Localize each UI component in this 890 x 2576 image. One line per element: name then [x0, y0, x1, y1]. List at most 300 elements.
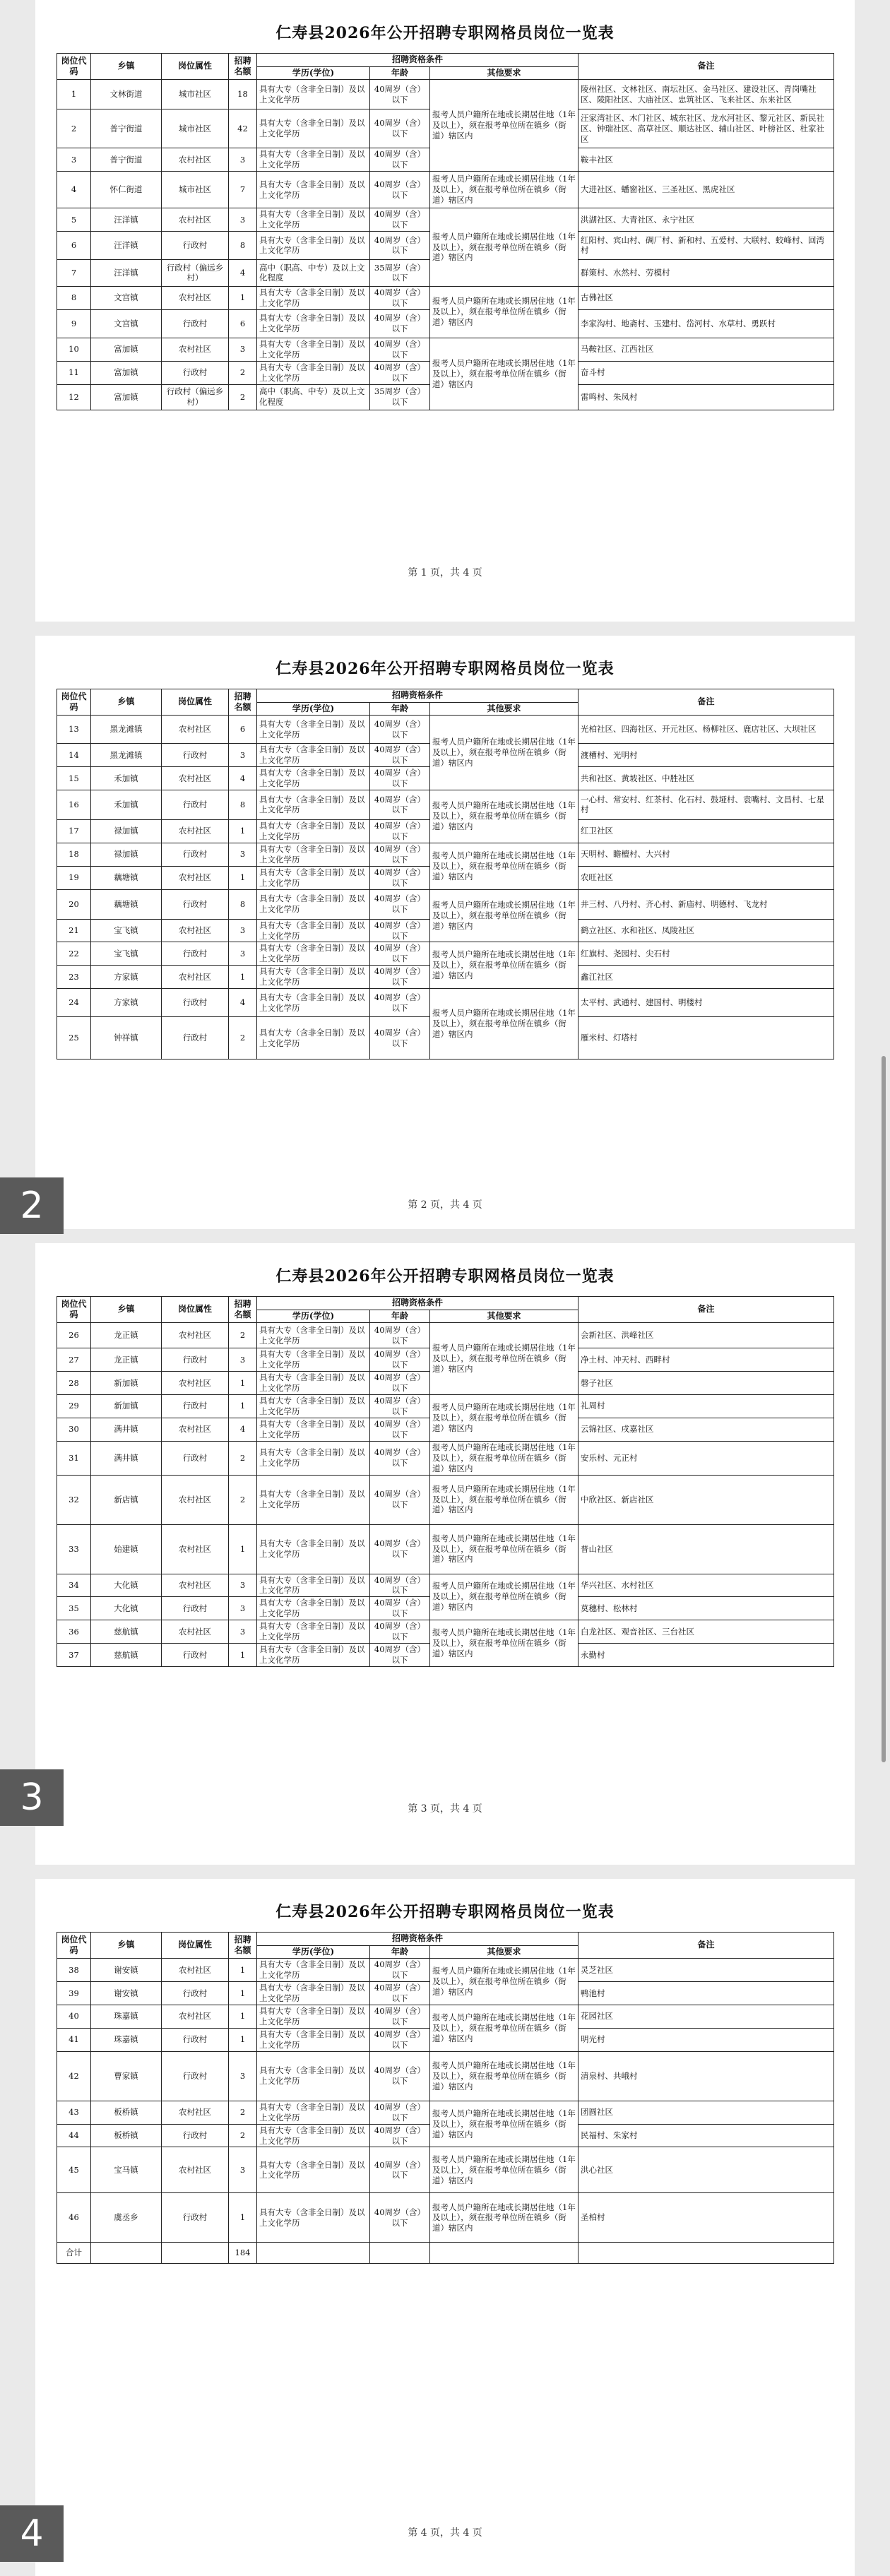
header-other: 其他要求: [430, 1310, 578, 1323]
cell-code: 16: [57, 790, 91, 819]
cell-edu: 具有大专（含非全日制）及以上文化学历: [257, 889, 370, 919]
cell-remark: 永勤村: [578, 1644, 834, 1667]
cell-town: 满井镇: [91, 1441, 162, 1475]
cell-code: 25: [57, 1017, 91, 1060]
cell-attr: 农村社区: [162, 716, 229, 744]
header-other: 其他要求: [430, 1945, 578, 1959]
cell-count: 4: [229, 989, 257, 1017]
cell-age: 40周岁（含）以下: [370, 1644, 430, 1667]
cell-edu: 高中（职高、中专）及以上文化程度: [257, 384, 370, 410]
cell-remark: 安乐村、元正村: [578, 1441, 834, 1475]
cell-other-requirement: 报考人员户籍所在地或长期居住地（1年及以上），须在报考单位所在镇乡（街道）辖区内: [430, 1524, 578, 1574]
cell-remark: 洪湖社区、大青社区、永宁社区: [578, 208, 834, 232]
cell-code: 4: [57, 172, 91, 208]
cell-age: 40周岁（含）以下: [370, 1982, 430, 2005]
cell-other-requirement: 报考人员户籍所在地或长期居住地（1年及以上），须在报考单位所在镇乡（街道）辖区内: [430, 2147, 578, 2193]
cell-other-requirement: 报考人员户籍所在地或长期居住地（1年及以上），须在报考单位所在镇乡（街道）辖区内: [430, 1475, 578, 1524]
cell-count: 4: [229, 259, 257, 286]
table-row: [57, 1524, 834, 1574]
cell-remark: 古佛社区: [578, 286, 834, 309]
cell-remark: 灵芝社区: [578, 1959, 834, 1982]
cell-attr: 农村社区: [162, 2101, 229, 2124]
cell-code: 35: [57, 1597, 91, 1620]
cell-remark: 普山社区: [578, 1524, 834, 1574]
cell-attr: 行政村: [162, 1441, 229, 1475]
cell-other-requirement: 报考人员户籍所在地或长期居住地（1年及以上），须在报考单位所在镇乡（街道）辖区内: [430, 2051, 578, 2101]
cell-code: 14: [57, 744, 91, 767]
cell-age: 40周岁（含）以下: [370, 1418, 430, 1441]
cell-other-requirement: 报考人员户籍所在地或长期居住地（1年及以上），须在报考单位所在镇乡（街道）辖区内: [430, 989, 578, 1060]
cell-count: 2: [229, 361, 257, 384]
cell-remark: 礼周村: [578, 1394, 834, 1418]
cell-age: 40周岁（含）以下: [370, 716, 430, 744]
cell-attr: 农村社区: [162, 148, 229, 172]
table-row: [57, 1959, 834, 1982]
header-age: 年龄: [370, 1310, 430, 1323]
header-code: 岗位代码: [57, 689, 91, 716]
cell-age: 40周岁（含）以下: [370, 172, 430, 208]
cell-edu: 具有大专（含非全日制）及以上文化学历: [257, 172, 370, 208]
cell-remark: 鞍丰社区: [578, 148, 834, 172]
cell-town: 曹家镇: [91, 2051, 162, 2101]
cell-age: 40周岁（含）以下: [370, 286, 430, 309]
cell-town: 龙正镇: [91, 1348, 162, 1372]
cell-remark: 大进社区、蟠窗社区、三圣社区、黑虎社区: [578, 172, 834, 208]
cell-count: 7: [229, 172, 257, 208]
cell-edu: 具有大专（含非全日制）及以上文化学历: [257, 2051, 370, 2101]
cell-town: 黑龙滩镇: [91, 744, 162, 767]
cell-edu: 具有大专（含非全日制）及以上文化学历: [257, 1982, 370, 2005]
cell-age: 40周岁（含）以下: [370, 208, 430, 232]
cell-code: 5: [57, 208, 91, 232]
cell-code: 24: [57, 989, 91, 1017]
cell-town: 怀仁街道: [91, 172, 162, 208]
cell-code: 45: [57, 2147, 91, 2193]
cell-count: 2: [229, 384, 257, 410]
cell-edu: 具有大专（含非全日制）及以上文化学历: [257, 1620, 370, 1644]
cell-town: 文林街道: [91, 80, 162, 109]
cell-count: 2: [229, 1017, 257, 1060]
cell-attr: 行政村: [162, 1597, 229, 1620]
header-attr: 岗位属性: [162, 689, 229, 716]
header-remark: 备注: [578, 54, 834, 80]
cell-town: 宝飞镇: [91, 919, 162, 942]
cell-town: 新加镇: [91, 1372, 162, 1395]
table-row: [57, 1323, 834, 1348]
table-row: [57, 1441, 834, 1475]
table-row: [57, 2101, 834, 2124]
cell-other-requirement: 报考人员户籍所在地或长期居住地（1年及以上），须在报考单位所在镇乡（街道）辖区内: [430, 1574, 578, 1620]
cell-code: 23: [57, 966, 91, 989]
cell-edu: 具有大专（含非全日制）及以上文化学历: [257, 942, 370, 966]
cell-town: 龙正镇: [91, 1323, 162, 1348]
cell-code: 46: [57, 2193, 91, 2243]
positions-table: [57, 1296, 834, 1667]
cell-remark: 一心村、常安村、红茶村、化石村、鼓垭村、袁嘴村、文昌村、七星村: [578, 790, 834, 819]
cell-remark: 光柏社区、四海社区、开元社区、杨柳社区、鹿店社区、大坝社区: [578, 716, 834, 744]
cell-edu: 具有大专（含非全日制）及以上文化学历: [257, 109, 370, 148]
cell-remark: 渡槽村、光明村: [578, 744, 834, 767]
cell-town: 汪洋镇: [91, 208, 162, 232]
cell-count: 3: [229, 1348, 257, 1372]
cell-code: 1: [57, 80, 91, 109]
table-row: [57, 1620, 834, 1644]
header-conditions: 招聘资格条件: [257, 54, 578, 67]
cell-count: 3: [229, 338, 257, 361]
cell-attr: 农村社区: [162, 1418, 229, 1441]
cell-town: 谢安镇: [91, 1959, 162, 1982]
cell-attr: 农村社区: [162, 1323, 229, 1348]
table-row: [57, 1475, 834, 1524]
cell-town: 富加镇: [91, 361, 162, 384]
page-footer: 第 3 页，共 4 页: [408, 1803, 482, 1815]
cell-other-requirement: 报考人员户籍所在地或长期居住地（1年及以上），须在报考单位所在镇乡（街道）辖区内: [430, 1323, 578, 1395]
cell-edu: 具有大专（含非全日制）及以上文化学历: [257, 286, 370, 309]
cell-remark: 圣柏村: [578, 2193, 834, 2243]
cell-count: 1: [229, 286, 257, 309]
cell-count: 3: [229, 1620, 257, 1644]
cell-town: 普宁街道: [91, 109, 162, 148]
total-value: 184: [229, 2243, 257, 2264]
cell-other-requirement: 报考人员户籍所在地或长期居住地（1年及以上），须在报考单位所在镇乡（街道）辖区内: [430, 2193, 578, 2243]
cell-count: 1: [229, 1394, 257, 1418]
cell-count: 2: [229, 1323, 257, 1348]
cell-town: 禄加镇: [91, 843, 162, 866]
cell-town: 新店镇: [91, 1475, 162, 1524]
cell-edu: 具有大专（含非全日制）及以上文化学历: [257, 1441, 370, 1475]
cell-age: 40周岁（含）以下: [370, 1017, 430, 1060]
cell-remark: 红旗村、尧园村、尖石村: [578, 942, 834, 966]
cell-remark: 红阳村、宾山村、碉厂村、新和村、五爱村、大联村、蛟峰村、回湾村: [578, 231, 834, 259]
cell-remark: 汪家湾社区、木门社区、城东社区、龙水河社区、黎元社区、新民社区、钟瑞社区、高草社区、顺达社区、辅山社区、叶榜社区、杜家社区: [578, 109, 834, 148]
cell-town: 富加镇: [91, 384, 162, 410]
cell-count: 3: [229, 208, 257, 232]
header-conditions: 招聘资格条件: [257, 1933, 578, 1946]
cell-remark: 莫穗村、松林村: [578, 1597, 834, 1620]
cell-code: 9: [57, 309, 91, 338]
header-conditions: 招聘资格条件: [257, 689, 578, 703]
header-edu: 学历(学位): [257, 702, 370, 716]
table-row: [57, 843, 834, 866]
cell-edu: 具有大专（含非全日制）及以上文化学历: [257, 1348, 370, 1372]
cell-age: 40周岁（含）以下: [370, 919, 430, 942]
header-attr: 岗位属性: [162, 1933, 229, 1959]
cell-age: 40周岁（含）以下: [370, 2051, 430, 2101]
cell-count: 1: [229, 966, 257, 989]
cell-remark: 李家沟村、地斋村、玉建村、岱河村、水草村、勇跃村: [578, 309, 834, 338]
cell-town: 钟祥镇: [91, 1017, 162, 1060]
total-label: 合计: [57, 2243, 91, 2264]
cell-count: 3: [229, 942, 257, 966]
cell-town: 慈航镇: [91, 1644, 162, 1667]
positions-table: [57, 53, 834, 410]
cell-age: 40周岁（含）以下: [370, 231, 430, 259]
cell-count: 42: [229, 109, 257, 148]
cell-count: 4: [229, 1418, 257, 1441]
cell-town: 禾加镇: [91, 767, 162, 790]
header-other: 其他要求: [430, 66, 578, 80]
cell-count: 3: [229, 1574, 257, 1597]
cell-count: 8: [229, 889, 257, 919]
cell-attr: 农村社区: [162, 1524, 229, 1574]
cell-remark: 天明村、瞻檀村、大兴村: [578, 843, 834, 866]
cell-count: 4: [229, 767, 257, 790]
cell-town: 禄加镇: [91, 819, 162, 843]
cell-code: 28: [57, 1372, 91, 1395]
header-other: 其他要求: [430, 702, 578, 716]
cell-attr: 行政村: [162, 2028, 229, 2051]
cell-attr: 行政村: [162, 231, 229, 259]
cell-edu: 具有大专（含非全日制）及以上文化学历: [257, 1475, 370, 1524]
cell-code: 26: [57, 1323, 91, 1348]
scrollbar-thumb[interactable]: [882, 1056, 886, 1762]
cell-remark: 净土村、冲天村、西畔村: [578, 1348, 834, 1372]
cell-remark: 磐子社区: [578, 1372, 834, 1395]
cell-town: 宝马镇: [91, 2147, 162, 2193]
cell-edu: 具有大专（含非全日制）及以上文化学历: [257, 2124, 370, 2147]
cell-count: 3: [229, 843, 257, 866]
cell-other-requirement: 报考人员户籍所在地或长期居住地（1年及以上），须在报考单位所在镇乡（街道）辖区内: [430, 338, 578, 410]
cell-attr: 行政村: [162, 2051, 229, 2101]
header-town: 乡镇: [91, 1297, 162, 1323]
total-row: [57, 2243, 834, 2264]
cell-attr: 行政村（偏远乡村）: [162, 259, 229, 286]
cell-attr: 行政村: [162, 790, 229, 819]
cell-count: 3: [229, 2147, 257, 2193]
cell-remark: 会新社区、洪峰社区: [578, 1323, 834, 1348]
cell-remark: 明光村: [578, 2028, 834, 2051]
cell-code: 21: [57, 919, 91, 942]
cell-code: 17: [57, 819, 91, 843]
cell-town: 慈航镇: [91, 1620, 162, 1644]
cell-remark: 团圆社区: [578, 2101, 834, 2124]
cell-attr: 城市社区: [162, 172, 229, 208]
cell-age: 40周岁（含）以下: [370, 2005, 430, 2028]
cell-age: 40周岁（含）以下: [370, 744, 430, 767]
cell-age: 40周岁（含）以下: [370, 889, 430, 919]
cell-attr: 行政村: [162, 1644, 229, 1667]
cell-code: 2: [57, 109, 91, 148]
cell-attr: 农村社区: [162, 2147, 229, 2193]
cell-count: 6: [229, 716, 257, 744]
cell-age: 40周岁（含）以下: [370, 1348, 430, 1372]
cell-attr: 行政村: [162, 1348, 229, 1372]
cell-other-requirement: 报考人员户籍所在地或长期居住地（1年及以上），须在报考单位所在镇乡（街道）辖区内: [430, 716, 578, 790]
header-town: 乡镇: [91, 1933, 162, 1959]
cell-age: 40周岁（含）以下: [370, 1394, 430, 1418]
table-row: [57, 989, 834, 1017]
table-row: [57, 889, 834, 919]
cell-edu: 具有大专（含非全日制）及以上文化学历: [257, 1574, 370, 1597]
cell-attr: 行政村: [162, 989, 229, 1017]
cell-edu: 具有大专（含非全日制）及以上文化学历: [257, 1959, 370, 1982]
header-remark: 备注: [578, 689, 834, 716]
cell-remark: 鸭池村: [578, 1982, 834, 2005]
cell-town: 文宫镇: [91, 286, 162, 309]
cell-age: 40周岁（含）以下: [370, 2124, 430, 2147]
cell-code: 13: [57, 716, 91, 744]
cell-remark: 共和社区、黄坡社区、中胜社区: [578, 767, 834, 790]
cell-count: 1: [229, 819, 257, 843]
cell-code: 18: [57, 843, 91, 866]
cell-age: 40周岁（含）以下: [370, 1475, 430, 1524]
cell-remark: 奋斗村: [578, 361, 834, 384]
cell-edu: 具有大专（含非全日制）及以上文化学历: [257, 1524, 370, 1574]
header-remark: 备注: [578, 1297, 834, 1323]
cell-remark: 井三村、八丹村、齐心村、新庙村、明德村、飞龙村: [578, 889, 834, 919]
cell-remark: 雷鸣村、朱凤村: [578, 384, 834, 410]
cell-edu: 具有大专（含非全日制）及以上文化学历: [257, 1394, 370, 1418]
table-row: [57, 1574, 834, 1597]
cell-remark: 雁米村、灯塔村: [578, 1017, 834, 1060]
cell-attr: 行政村: [162, 744, 229, 767]
cell-town: 大化镇: [91, 1597, 162, 1620]
cell-remark: 华兴社区、水村社区: [578, 1574, 834, 1597]
cell-edu: 高中（职高、中专）及以上文化程度: [257, 259, 370, 286]
cell-code: 3: [57, 148, 91, 172]
header-edu: 学历(学位): [257, 66, 370, 80]
cell-attr: 行政村（偏远乡村）: [162, 384, 229, 410]
cell-code: 29: [57, 1394, 91, 1418]
cell-edu: 具有大专（含非全日制）及以上文化学历: [257, 1597, 370, 1620]
cell-age: 35周岁（含）以下: [370, 384, 430, 410]
cell-other-requirement: 报考人员户籍所在地或长期居住地（1年及以上），须在报考单位所在镇乡（街道）辖区内: [430, 790, 578, 843]
cell-edu: 具有大专（含非全日制）及以上文化学历: [257, 1323, 370, 1348]
table-row: [57, 338, 834, 361]
cell-edu: 具有大专（含非全日制）及以上文化学历: [257, 1644, 370, 1667]
table-row: [57, 2051, 834, 2101]
table-row: [57, 208, 834, 232]
cell-code: 6: [57, 231, 91, 259]
cell-code: 27: [57, 1348, 91, 1372]
cell-town: 方家镇: [91, 989, 162, 1017]
cell-edu: 具有大专（含非全日制）及以上文化学历: [257, 2101, 370, 2124]
cell-attr: 农村社区: [162, 819, 229, 843]
cell-age: 40周岁（含）以下: [370, 790, 430, 819]
header-code: 岗位代码: [57, 1297, 91, 1323]
page-number-badge: 3: [0, 1769, 64, 1826]
cell-age: 40周岁（含）以下: [370, 966, 430, 989]
cell-age: 40周岁（含）以下: [370, 1524, 430, 1574]
cell-attr: 行政村: [162, 361, 229, 384]
cell-code: 34: [57, 1574, 91, 1597]
cell-attr: 农村社区: [162, 2005, 229, 2028]
cell-age: 40周岁（含）以下: [370, 767, 430, 790]
cell-age: 35周岁（含）以下: [370, 259, 430, 286]
cell-edu: 具有大专（含非全日制）及以上文化学历: [257, 790, 370, 819]
table-row: [57, 286, 834, 309]
cell-count: 6: [229, 309, 257, 338]
cell-age: 40周岁（含）以下: [370, 309, 430, 338]
cell-town: 普宁街道: [91, 148, 162, 172]
cell-attr: 行政村: [162, 309, 229, 338]
cell-code: 40: [57, 2005, 91, 2028]
cell-code: 33: [57, 1524, 91, 1574]
header-attr: 岗位属性: [162, 1297, 229, 1323]
cell-remark: 白龙社区、观音社区、三台社区: [578, 1620, 834, 1644]
cell-code: 12: [57, 384, 91, 410]
cell-count: 1: [229, 2028, 257, 2051]
cell-attr: 农村社区: [162, 1620, 229, 1644]
cell-age: 40周岁（含）以下: [370, 148, 430, 172]
cell-other-requirement: 报考人员户籍所在地或长期居住地（1年及以上），须在报考单位所在镇乡（街道）辖区内: [430, 208, 578, 287]
cell-age: 40周岁（含）以下: [370, 1323, 430, 1348]
cell-remark: 群策村、水然村、劳模村: [578, 259, 834, 286]
cell-edu: 具有大专（含非全日制）及以上文化学历: [257, 208, 370, 232]
document-page: [35, 636, 855, 1229]
cell-count: 8: [229, 231, 257, 259]
cell-town: 宝飞镇: [91, 942, 162, 966]
page-title: 仁寿县2026年公开招聘专职网格员岗位一览表: [275, 660, 615, 678]
cell-remark: 民福村、朱家村: [578, 2124, 834, 2147]
cell-remark: 洪心社区: [578, 2147, 834, 2193]
cell-edu: 具有大专（含非全日制）及以上文化学历: [257, 309, 370, 338]
document-page: [35, 1879, 855, 2576]
cell-count: 3: [229, 744, 257, 767]
cell-edu: 具有大专（含非全日制）及以上文化学历: [257, 2005, 370, 2028]
cell-remark: 太平村、武通村、建国村、明楼村: [578, 989, 834, 1017]
cell-remark: 云锦社区、戌嘉社区: [578, 1418, 834, 1441]
header-conditions: 招聘资格条件: [257, 1297, 578, 1310]
cell-town: 满井镇: [91, 1418, 162, 1441]
cell-age: 40周岁（含）以下: [370, 866, 430, 889]
cell-count: 2: [229, 1475, 257, 1524]
header-town: 乡镇: [91, 54, 162, 80]
cell-other-requirement: 报考人员户籍所在地或长期居住地（1年及以上），须在报考单位所在镇乡（街道）辖区内: [430, 1394, 578, 1441]
cell-count: 3: [229, 2051, 257, 2101]
cell-age: 40周岁（含）以下: [370, 361, 430, 384]
cell-attr: 行政村: [162, 942, 229, 966]
document-page: [35, 1243, 855, 1865]
cell-count: 3: [229, 1597, 257, 1620]
cell-attr: 农村社区: [162, 1372, 229, 1395]
cell-count: 1: [229, 1372, 257, 1395]
cell-code: 32: [57, 1475, 91, 1524]
cell-edu: 具有大专（含非全日制）及以上文化学历: [257, 866, 370, 889]
cell-attr: 农村社区: [162, 966, 229, 989]
cell-remark: 红卫社区: [578, 819, 834, 843]
cell-remark: 鑫江社区: [578, 966, 834, 989]
cell-attr: 农村社区: [162, 338, 229, 361]
cell-town: 珠嘉镇: [91, 2028, 162, 2051]
table-row: [57, 790, 834, 819]
cell-count: 2: [229, 2101, 257, 2124]
cell-other-requirement: 报考人员户籍所在地或长期居住地（1年及以上），须在报考单位所在镇乡（街道）辖区内: [430, 172, 578, 208]
header-count: 招聘名额: [229, 54, 257, 80]
header-code: 岗位代码: [57, 54, 91, 80]
cell-code: 38: [57, 1959, 91, 1982]
cell-age: 40周岁（含）以下: [370, 1574, 430, 1597]
cell-edu: 具有大专（含非全日制）及以上文化学历: [257, 966, 370, 989]
cell-count: 1: [229, 1644, 257, 1667]
table-row: [57, 2193, 834, 2243]
cell-code: 39: [57, 1982, 91, 2005]
cell-count: 1: [229, 2005, 257, 2028]
cell-age: 40周岁（含）以下: [370, 819, 430, 843]
header-age: 年龄: [370, 1945, 430, 1959]
header-code: 岗位代码: [57, 1933, 91, 1959]
cell-attr: 农村社区: [162, 208, 229, 232]
cell-other-requirement: 报考人员户籍所在地或长期居住地（1年及以上），须在报考单位所在镇乡（街道）辖区内: [430, 1959, 578, 2005]
cell-attr: 农村社区: [162, 866, 229, 889]
cell-town: 板桥镇: [91, 2124, 162, 2147]
cell-attr: 行政村: [162, 2193, 229, 2243]
cell-age: 40周岁（含）以下: [370, 1441, 430, 1475]
cell-town: 大化镇: [91, 1574, 162, 1597]
cell-count: 2: [229, 1441, 257, 1475]
cell-other-requirement: 报考人员户籍所在地或长期居住地（1年及以上），须在报考单位所在镇乡（街道）辖区内: [430, 1620, 578, 1667]
cell-edu: 具有大专（含非全日制）及以上文化学历: [257, 2147, 370, 2193]
